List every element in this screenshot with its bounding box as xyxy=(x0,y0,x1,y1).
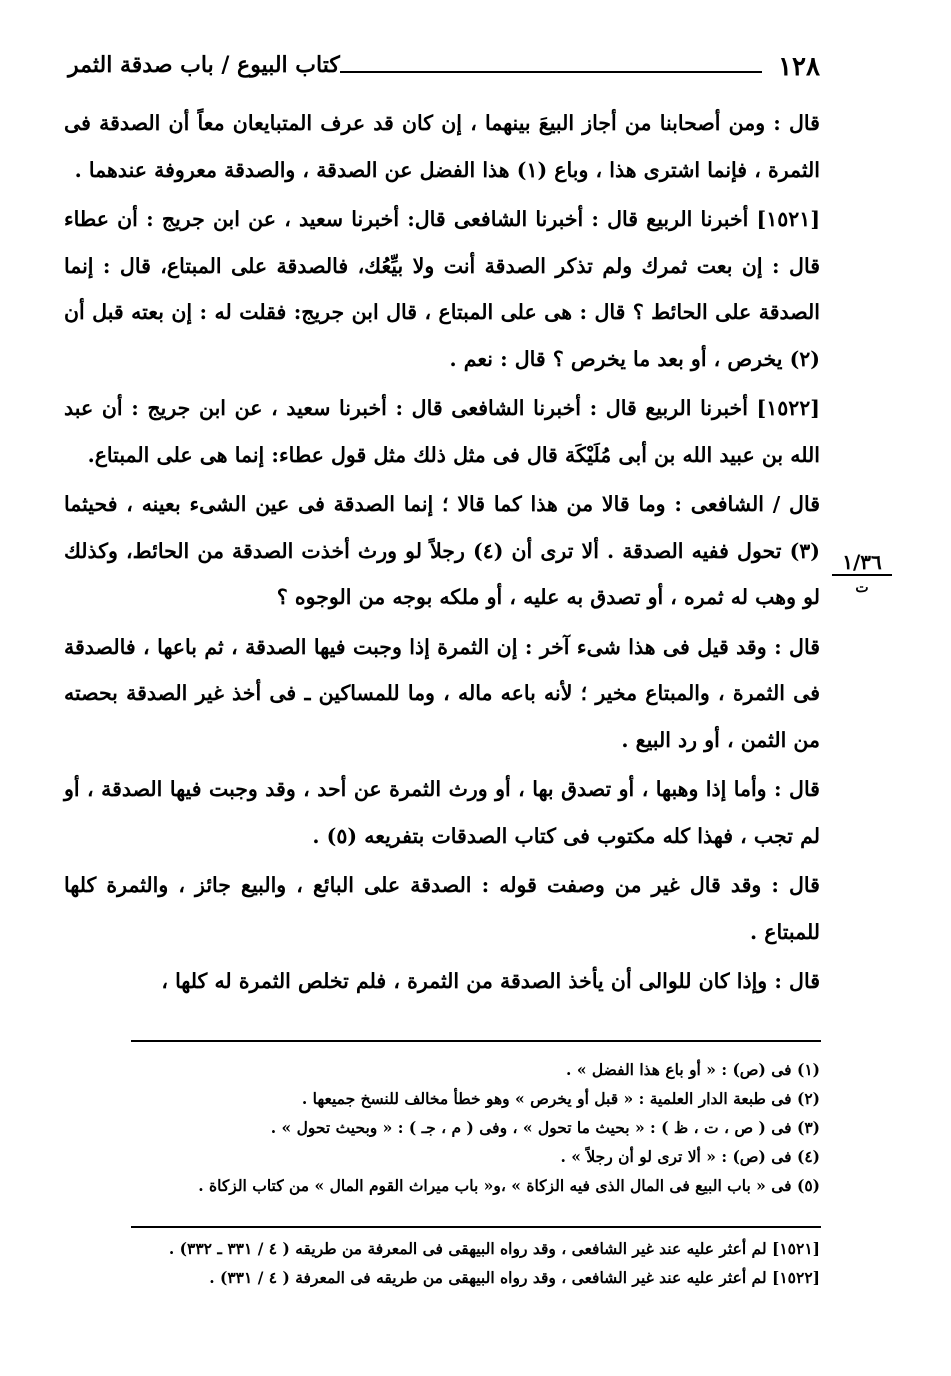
paragraph-text: وقد قال غير من وصفت قوله : الصدقة على البائع ، والبيع جائز ، والثمرة كلها للمبتاع . xyxy=(64,873,820,944)
paragraph-lead: قال / الشافعى : xyxy=(674,492,820,516)
paragraph-text: وقد قيل فى هذا شىء آخر : إن الثمرة إذا وجبت فيها الصدقة ، ثم باعها ، فالصدقة فى الثمرة ، والمبتاع مخير ؛ لأنه باعه ماله ، وما للمساكين ـ فى أخذ غير الصدقة بحصته من الثمن ، أو رد البيع . xyxy=(64,634,820,752)
manuscript-folio-note xyxy=(832,552,892,598)
paragraph-text: ومن أصحابنا من أجاز البيعَ بينهما ، إن كان قد عرف المتبايعان معاً أن الصدقة فى الثمرة ، فإنما اشترى هذا ، وباع (١) هذا الفضل عن الصدقة ، والصدقة معروفة عندهما . xyxy=(64,111,820,182)
sources-divider xyxy=(131,1226,821,1228)
paragraph-lead: قال : xyxy=(773,111,820,135)
paragraph-text: وإذا كان للوالى أن يأخذ الصدقة من الثمرة ، فلم تخلص الثمرة له كلها ، xyxy=(161,969,775,993)
paragraph-lead: [١٥٢٢] أخبرنا xyxy=(700,396,820,420)
paragraph xyxy=(64,624,820,764)
source-note: [١٥٢٢] لم أعثر عليه عند غير الشافعى ، وقد رواه البيهقى من طريقه فى المعرفة ( ٤ / ٣٣١) . xyxy=(209,1268,820,1287)
footnote-divider xyxy=(131,1040,821,1042)
footnote: (٥) فى « باب البيع فى المال الذى فيه الزكاة » ،و« باب ميراث القوم المال » من كتاب الزكاة . xyxy=(198,1176,820,1195)
paragraph xyxy=(64,385,820,478)
paragraph-text: الربيع قال : أخبرنا الشافعى قال: أخبرنا سعيد ، عن ابن جريج : أن عطاء قال : إن بعت ثمرك ولم تذكر الصدقة أنت ولا بيِّعُك، فالصدقة على المبتاع، قال : إنما الصدقة على الحائط ؟ قال : هى على المبتاع ، قال ابن جريج: فقلت له : إن بعته قبل أن (٢) يخرص ، أو بعد ما يخرص ؟ قال : نعم . xyxy=(64,207,820,371)
footnote: (٢) فى طبعة الدار العلمية : « قبل أو يخرص » وهو خطأ مخالف للنسخ جميعها . xyxy=(301,1089,820,1108)
paragraph xyxy=(64,958,820,1005)
paragraph xyxy=(64,862,820,955)
paragraph-lead: قال : xyxy=(774,777,820,801)
paragraph xyxy=(64,766,820,859)
source-note: [١٥٢١] لم أعثر عليه عند غير الشافعى ، وقد رواه البيهقى فى المعرفة من طريقه ( ٤ / ٣٣١ ـ ٣٣٢) . xyxy=(168,1239,820,1258)
page-header xyxy=(68,52,820,92)
main-text xyxy=(64,100,820,1005)
paragraph-lead: [١٥٢١] أخبرنا xyxy=(700,207,821,231)
paragraph-text: الربيع قال : أخبرنا الشافعى قال : أخبرنا سعيد ، عن ابن جريج : أن عبد الله بن عبيد الله بن أبى مُلَيْكَة قال فى مثل ذلك مثل قول عطاء: إنما هى على المبتاع. xyxy=(64,396,820,467)
folio-letter: ت xyxy=(855,580,869,596)
paragraph-lead: قال : xyxy=(774,969,820,993)
footnotes xyxy=(130,1055,820,1200)
paragraph xyxy=(64,196,820,382)
hadith-sources xyxy=(110,1234,820,1292)
page-number: ١٢٨ xyxy=(778,52,820,82)
footnote: (٣) فى ( ص ، ت ، ظ ) : « بحيث ما تحول » ، وفى ( م ، جـ ) : « وبحيث تحول » . xyxy=(270,1118,820,1137)
running-title: كتاب البيوع / باب صدقة الثمر xyxy=(68,52,340,78)
paragraph xyxy=(64,481,820,621)
footnote: (١) فى (ص) : « أو باع هذا الفضل » . xyxy=(566,1060,820,1079)
paragraph-lead: قال : xyxy=(774,634,820,659)
footnote: (٤) فى (ص) : « ألا ترى لو أن رجلاً » . xyxy=(560,1147,820,1166)
paragraph xyxy=(64,100,820,193)
header-rule xyxy=(340,71,762,73)
paragraph-text: وما قالا من هذا كما قالا ؛ إنما الصدقة فى عين الشىء بعينه ، فحيثما (٣) تحول ففيه الصدقة . ألا ترى أن (٤) رجلاً لو ورث أخذت الصدقة من الحائط، وكذلك لو وهب له ثمره ، أو تصدق به عليه ، أو ملكه بوجه من الوجوه ؟ xyxy=(64,492,820,609)
paragraph-lead: قال : xyxy=(771,873,820,897)
paragraph-text: وأما إذا وهبها ، أو تصدق بها ، أو ورث الثمرة عن أحد ، وقد وجبت فيها الصدقة ، أو لم تجب ، فهذا كله مكتوب فى كتاب الصدقات بتفريعه (٥) . xyxy=(64,777,820,848)
folio-number: ١/٣٦ xyxy=(832,552,892,576)
